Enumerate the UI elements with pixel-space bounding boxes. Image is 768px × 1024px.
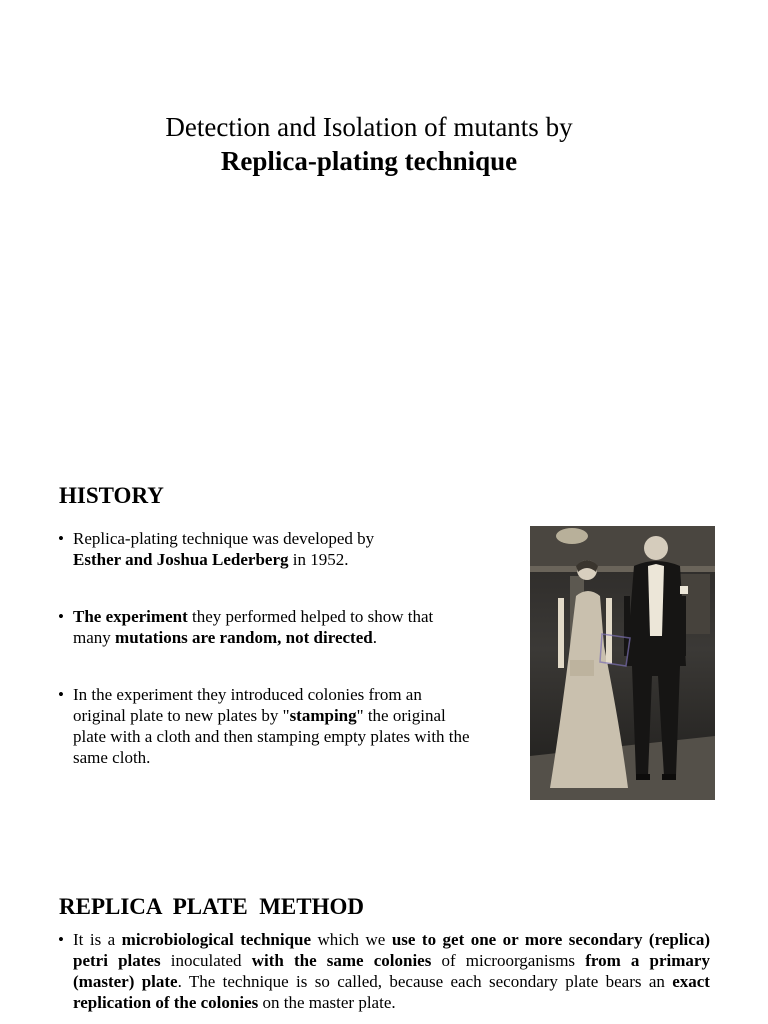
title-line-2: Replica-plating technique (220, 146, 518, 176)
bullet-dot: • (58, 930, 64, 949)
bullet-text: It is a microbiological technique which we use to get one or more secondary (replica) petri plates inoculated with the same colonies of microorganisms from a primary (master) plate. The technique is so called, because each secondary plate bears an exact replication of the colonies on the master plate. (73, 930, 710, 1012)
history-bullet-1 (58, 528, 498, 570)
bullet-text: The experiment they performed helped to show that many mutations are random, not directed. (73, 607, 434, 647)
bullet-text: Replica-plating technique was developed by Esther and Joshua Lederberg in 1952. (73, 529, 375, 569)
bullet-text: In the experiment they introduced colonies from an original plate to new plates by "stamping" the original plate with a cloth and then stamping empty plates with the same cloth. (73, 685, 470, 767)
bullet-dot: • (58, 607, 64, 626)
method-heading: REPLICA PLATE METHOD (59, 894, 364, 919)
bullet-dot: • (58, 529, 64, 548)
lederberg-photo (530, 526, 715, 800)
page-title (0, 110, 738, 178)
bullet-dot: • (58, 685, 64, 704)
method-bullet (58, 929, 710, 1013)
history-bullet-2 (58, 606, 498, 648)
history-bullet-3 (58, 684, 498, 768)
history-heading: HISTORY (59, 483, 164, 508)
title-line-1: Detection and Isolation of mutants by (165, 112, 573, 142)
